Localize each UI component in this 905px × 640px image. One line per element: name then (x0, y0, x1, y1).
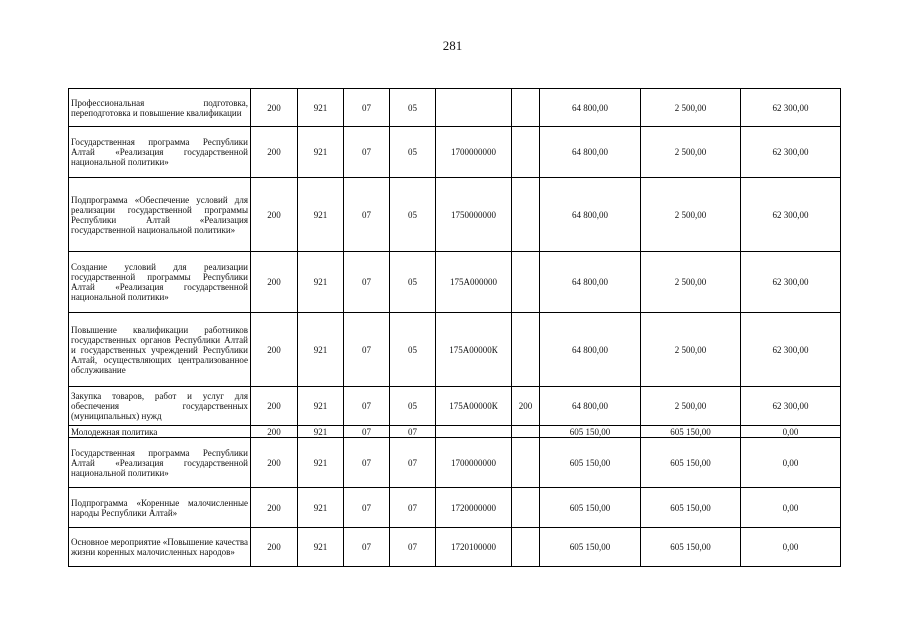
amount-2: 605 150,00 (641, 426, 741, 438)
amount-2: 2 500,00 (641, 252, 741, 313)
expense-type-code: 200 (512, 387, 540, 426)
expense-type-code (512, 528, 540, 567)
amount-2: 2 500,00 (641, 89, 741, 127)
amount-3: 0,00 (741, 426, 841, 438)
subsection-code: 05 (390, 313, 436, 387)
subsection-code: 05 (390, 252, 436, 313)
section-code: 07 (344, 387, 390, 426)
row-name: Подпрограмма «Коренные малочисленные народы Республики Алтай» (69, 488, 251, 528)
expense-type-code (512, 252, 540, 313)
target-article-code: 175А00000К (436, 313, 512, 387)
department-code: 921 (298, 488, 344, 528)
table-row (69, 89, 841, 127)
amount-3: 62 300,00 (741, 127, 841, 178)
department-code: 921 (298, 178, 344, 252)
row-name: Подпрограмма «Обеспечение условий для реализации государственной программы Республики Алтай «Реализация государственной национальной политики» (69, 178, 251, 252)
expense-type-code (512, 313, 540, 387)
expense-type-code (512, 426, 540, 438)
admin-code: 200 (251, 127, 298, 178)
amount-1: 64 800,00 (540, 178, 641, 252)
row-name: Государственная программа Республики Алтай «Реализация государственной национальной политики» (69, 438, 251, 488)
department-code: 921 (298, 252, 344, 313)
section-code: 07 (344, 313, 390, 387)
amount-2: 605 150,00 (641, 438, 741, 488)
subsection-code: 05 (390, 178, 436, 252)
admin-code: 200 (251, 438, 298, 488)
row-name: Создание условий для реализации государственной программы Республики Алтай «Реализация государственной национальной политики» (69, 252, 251, 313)
section-code: 07 (344, 252, 390, 313)
target-article-code: 1720100000 (436, 528, 512, 567)
amount-2: 2 500,00 (641, 313, 741, 387)
admin-code: 200 (251, 178, 298, 252)
amount-1: 64 800,00 (540, 89, 641, 127)
target-article-code: 1700000000 (436, 438, 512, 488)
amount-1: 605 150,00 (540, 438, 641, 488)
row-name: Закупка товаров, работ и услуг для обеспечения государственных (муниципальных) нужд (69, 387, 251, 426)
amount-1: 605 150,00 (540, 488, 641, 528)
amount-2: 605 150,00 (641, 528, 741, 567)
subsection-code: 07 (390, 426, 436, 438)
table-row (69, 426, 841, 438)
section-code: 07 (344, 89, 390, 127)
expense-type-code (512, 127, 540, 178)
page-number: 281 (442, 38, 463, 53)
amount-1: 64 800,00 (540, 313, 641, 387)
department-code: 921 (298, 313, 344, 387)
table-row (69, 313, 841, 387)
amount-3: 0,00 (741, 438, 841, 488)
department-code: 921 (298, 127, 344, 178)
amount-3: 62 300,00 (741, 178, 841, 252)
section-code: 07 (344, 178, 390, 252)
amount-3: 62 300,00 (741, 252, 841, 313)
amount-1: 64 800,00 (540, 127, 641, 178)
section-code: 07 (344, 127, 390, 178)
admin-code: 200 (251, 488, 298, 528)
amount-2: 2 500,00 (641, 387, 741, 426)
table-row (69, 127, 841, 178)
amount-1: 64 800,00 (540, 387, 641, 426)
row-name: Профессиональная подготовка, переподготовка и повышение квалификации (69, 89, 251, 127)
subsection-code: 05 (390, 127, 436, 178)
admin-code: 200 (251, 528, 298, 567)
table-row (69, 528, 841, 567)
target-article-code: 175А00000К (436, 387, 512, 426)
amount-2: 605 150,00 (641, 488, 741, 528)
budget-table (68, 88, 841, 567)
amount-3: 62 300,00 (741, 89, 841, 127)
target-article-code: 1700000000 (436, 127, 512, 178)
amount-3: 0,00 (741, 488, 841, 528)
expense-type-code (512, 438, 540, 488)
table-row (69, 252, 841, 313)
row-name: Молодежная политика (69, 426, 251, 438)
section-code: 07 (344, 488, 390, 528)
admin-code: 200 (251, 89, 298, 127)
section-code: 07 (344, 528, 390, 567)
target-article-code: 175А000000 (436, 252, 512, 313)
admin-code: 200 (251, 426, 298, 438)
department-code: 921 (298, 438, 344, 488)
row-name: Основное мероприятие «Повышение качества жизни коренных малочисленных народов» (69, 528, 251, 567)
department-code: 921 (298, 528, 344, 567)
admin-code: 200 (251, 252, 298, 313)
table-row (69, 438, 841, 488)
admin-code: 200 (251, 387, 298, 426)
amount-3: 0,00 (741, 528, 841, 567)
amount-1: 605 150,00 (540, 426, 641, 438)
amount-3: 62 300,00 (741, 387, 841, 426)
table-row (69, 387, 841, 426)
subsection-code: 05 (390, 89, 436, 127)
expense-type-code (512, 89, 540, 127)
department-code: 921 (298, 426, 344, 438)
section-code: 07 (344, 438, 390, 488)
target-article-code: 1720000000 (436, 488, 512, 528)
subsection-code: 07 (390, 488, 436, 528)
subsection-code: 07 (390, 438, 436, 488)
admin-code: 200 (251, 313, 298, 387)
amount-2: 2 500,00 (641, 178, 741, 252)
table-row (69, 488, 841, 528)
table-row (69, 178, 841, 252)
target-article-code (436, 89, 512, 127)
department-code: 921 (298, 387, 344, 426)
subsection-code: 05 (390, 387, 436, 426)
target-article-code: 1750000000 (436, 178, 512, 252)
expense-type-code (512, 488, 540, 528)
row-name: Государственная программа Республики Алтай «Реализация государственной национальной политики» (69, 127, 251, 178)
amount-1: 64 800,00 (540, 252, 641, 313)
amount-2: 2 500,00 (641, 127, 741, 178)
department-code: 921 (298, 89, 344, 127)
subsection-code: 07 (390, 528, 436, 567)
expense-type-code (512, 178, 540, 252)
target-article-code (436, 426, 512, 438)
section-code: 07 (344, 426, 390, 438)
row-name: Повышение квалификации работников государственных органов Республики Алтай и государственных учреждений Республики Алтай, осуществляющих централизованное обслуживание (69, 313, 251, 387)
amount-1: 605 150,00 (540, 528, 641, 567)
amount-3: 62 300,00 (741, 313, 841, 387)
